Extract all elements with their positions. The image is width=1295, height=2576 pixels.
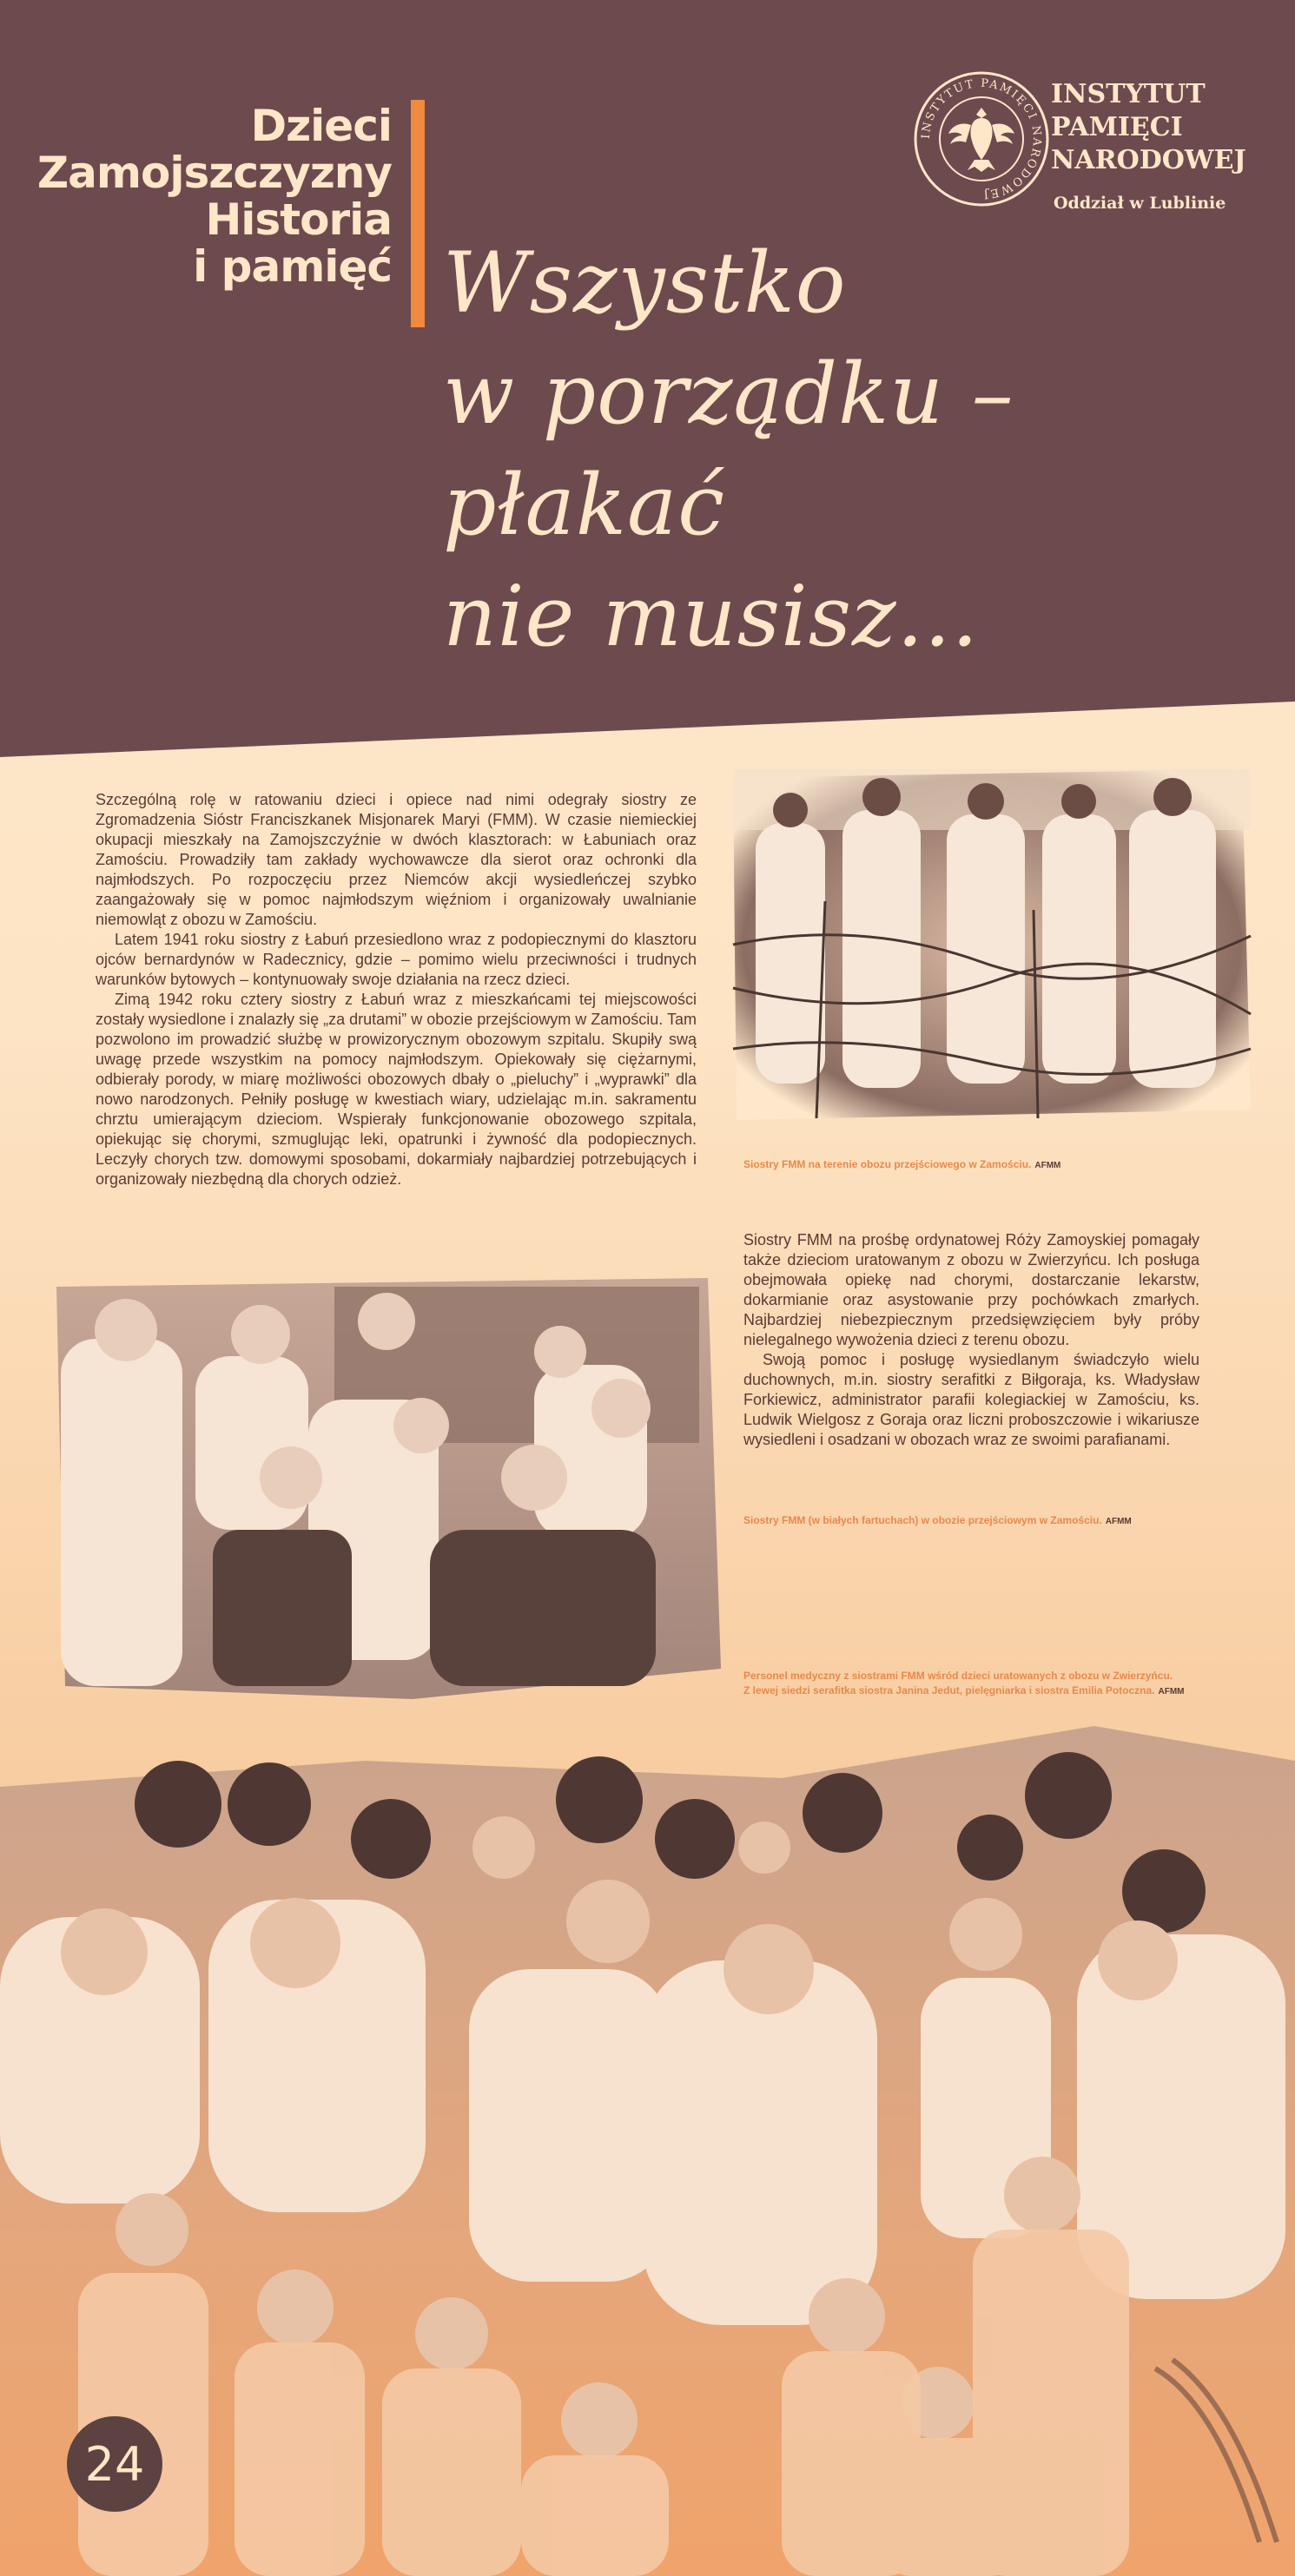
article-left-column xyxy=(96,790,697,1189)
caption-text: Z lewej siedzi serafitka siostra Janina Jedut, pielęgniarka i siostra Emilia Potoczna. xyxy=(743,1684,1155,1696)
caption-text: Personel medyczny z siostrami FMM wśród dzieci uratowanych z obozu w Zwierzyńcu. xyxy=(743,1670,1173,1682)
title-line: w porządku – xyxy=(443,346,1014,443)
article-right-column xyxy=(743,1230,1199,1450)
caption-photo1 xyxy=(743,1157,1060,1173)
page-number: 24 xyxy=(67,2416,162,2512)
caption-text-line2 xyxy=(743,1683,1185,1699)
paragraph: Siostry FMM na prośbę ordynatowej Róży Zamoyskiej pomagały także dzieciom uratowanym z obozu w Zwierzyńcu. Ich posługa obejmowała opiekę nad chorymi, dostarczanie lekarstw, dokarmianie oraz asystowanie przy pochówkach zmarłych. Najbardziej niebezpiecznym przedsięwzięciem były próby nielegalnego wywożenia dzieci z terenu obozu. xyxy=(743,1231,1199,1348)
caption-source: AFMM xyxy=(1034,1161,1061,1170)
caption-source: AFMM xyxy=(1158,1687,1185,1696)
title-line: Wszystko xyxy=(443,234,847,332)
title-line: nie musisz... xyxy=(443,568,980,665)
series-title xyxy=(37,102,392,290)
paragraph: Latem 1941 roku siostry z Łabuń przesiedlono wraz z podopiecznymi do klasztoru ojców bernardynów w Radecznicy, gdzie – pomimo wielu przeciwności i trudnych warunków bytowych – kontynuowały swoje działania na rzecz dzieci. xyxy=(96,931,697,988)
institution-branch: Oddział w Lublinie xyxy=(1054,194,1226,213)
institution-name-line: PAMIĘCI xyxy=(1051,112,1183,142)
caption-photo3 xyxy=(743,1669,1185,1699)
photo-sisters-barbed-wire xyxy=(721,762,1259,1127)
photo-sisters-white-aprons xyxy=(48,1269,725,1703)
series-line: Zamojszczyzny xyxy=(36,148,392,198)
main-title xyxy=(443,227,1014,672)
series-line: i pamięć xyxy=(193,241,392,292)
seal-text: INSTYTUT PAMIĘCI NARODOWEJ xyxy=(919,76,1044,201)
paragraph: Zimą 1942 roku cztery siostry z Łabuń wraz z mieszkańcami tej miejscowości zostały wysiedlone i znalazły się „za drutami” w obozie przejściowym w Zamościu. Tam pozwolono im prowadzić służbę w prowizorycznym obozowym szpitalu. Skupiły swą uwagę przede wszystkim na pomocy najmłodszym. Opiekowały się ciężarnymi, odbierały porody, w miarę możliwości obozowych dbały o „pieluchy” i „wyprawki” dla nowo narodzonych. Pełniły posługę w kwestiach wiary, udzielając m.in. sakramentu chrztu umierającym dzieciom. Wspierały funkcjonowanie obozowego szpitala, opiekując się chorymi, szmuglując leki, opatrunki i żywność dla podopiecznych. Leczyły chorych tzw. domowymi sposobami, dokarmiały najbardziej potrzebujących i organizowały niezbędną dla chorych odzież. xyxy=(96,991,697,1188)
series-line: Historia xyxy=(205,194,392,245)
paragraph: Szczególną rolę w ratowaniu dzieci i opiece nad nimi odegrały siostry ze Zgromadzenia Sióstr Franciszkanek Misjonarek Maryi (FMM). W czasie niemieckiej okupacji mieszkały na Zamojszczyźnie w dwóch klasztorach: w Łabuniach oraz Zamościu. Prowadziły tam zakłady wychowawcze dla sierot oraz ochronki dla najmłodszych. Po rozpoczęciu przez Niemców akcji wysiedleńczej szybko zaangażowały się w pomoc najmłodszym więźniom i organizowały uwalnianie niemowląt z obozu w Zamościu. xyxy=(96,791,697,928)
photo-medical-staff-children xyxy=(0,1709,1295,2576)
accent-bar xyxy=(411,100,425,327)
institution-name xyxy=(1051,78,1246,177)
title-line: płakać xyxy=(443,457,725,554)
caption-text: Siostry FMM na terenie obozu przejściowego w Zamościu. xyxy=(743,1158,1032,1170)
caption-photo2 xyxy=(743,1513,1132,1529)
caption-text: Siostry FMM (w białych fartuchach) w obozie przejściowym w Zamościu. xyxy=(743,1514,1102,1526)
paragraph: Swoją pomoc i posługę wysiedlanym świadczyło wielu duchownych, m.in. siostry serafitki z Biłgoraja, ks. Władysław Forkiewicz, administrator parafii kolegiackiej w Zamościu, ks. Ludwik Wielgosz z Goraja oraz liczni proboszczowie i wikariusze wysiedleni i osadzani w obozach wraz ze swoimi parafianami. xyxy=(743,1351,1199,1448)
caption-source: AFMM xyxy=(1105,1517,1132,1526)
series-line: Dzieci xyxy=(250,101,392,151)
institution-name-line: NARODOWEJ xyxy=(1051,145,1246,175)
institution-name-line: INSTYTUT xyxy=(1051,79,1206,109)
ipn-eagle-seal-icon xyxy=(912,69,1051,208)
